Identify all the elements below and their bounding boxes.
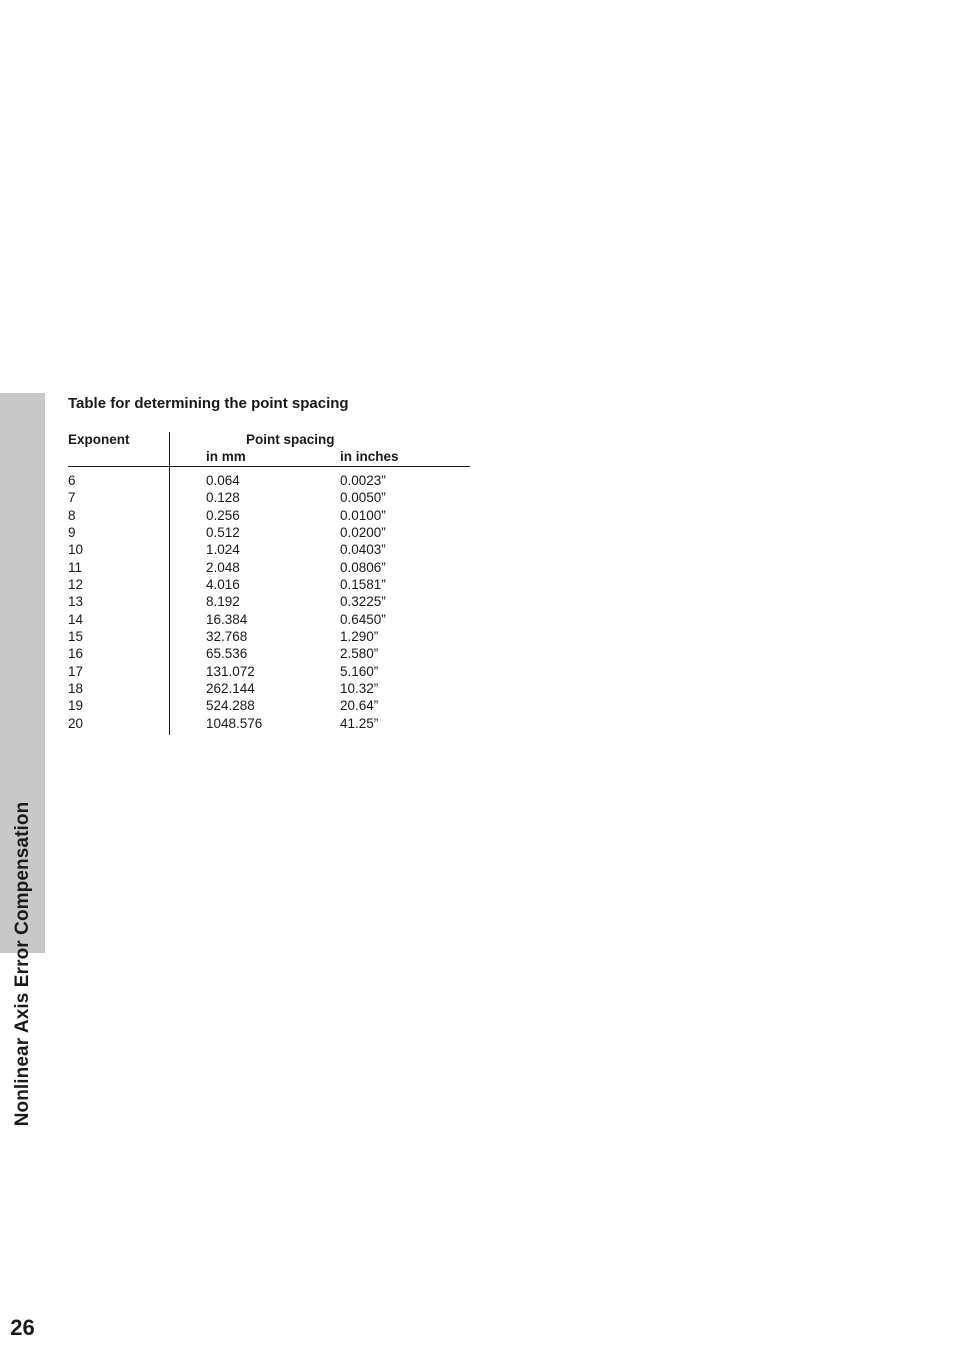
cell-mm: 0.512 [206,524,240,540]
cell-exponent: 6 [68,473,76,488]
table-row [68,489,470,506]
cell-inches: 0.0023” [340,473,386,488]
table-row [68,663,470,680]
cell-inches: 0.0050” [340,490,386,506]
table-row [68,507,470,524]
cell-mm: 131.072 [206,663,255,679]
table-row [68,593,470,610]
point-spacing-table [68,432,470,735]
table-row [68,611,470,628]
cell-exponent: 18 [68,680,84,696]
cell-inches: 0.0100” [340,507,386,523]
table-row [68,715,470,732]
cell-mm: 2.048 [206,559,240,575]
cell-inches: 20.64” [340,698,379,714]
cell-inches: 0.1581” [340,576,386,592]
cell-exponent: 16 [68,646,84,662]
cell-mm: 65.536 [206,646,248,662]
cell-inches: 0.0200” [340,524,386,540]
table-row [68,524,470,541]
cell-mm: 1.024 [206,542,240,558]
table-row [68,697,470,714]
cell-exponent: 17 [68,663,84,679]
header-point-spacing: Point spacing [246,432,335,447]
cell-exponent: 11 [68,559,83,575]
cell-inches: 10.32” [340,680,379,696]
cell-inches: 0.0403” [340,542,386,558]
header-in-inches: in inches [340,449,399,464]
cell-exponent: 14 [68,611,84,627]
cell-mm: 32.768 [206,628,248,644]
cell-exponent: 7 [68,490,76,506]
cell-exponent: 19 [68,698,84,714]
cell-mm: 0.128 [206,490,240,506]
cell-exponent: 15 [68,628,84,644]
cell-exponent: 8 [68,507,76,523]
cell-mm: 16.384 [206,611,248,627]
table-row [68,541,470,558]
cell-inches: 0.6450” [340,611,386,627]
table-row [68,628,470,645]
table-row [68,559,470,576]
cell-mm: 8.192 [206,594,240,610]
cell-mm: 4.016 [206,576,240,592]
cell-exponent: 12 [68,576,84,592]
table-row [68,576,470,593]
header-exponent: Exponent [68,432,130,447]
section-side-tab [0,393,45,1340]
cell-mm: 524.288 [206,698,255,714]
cell-exponent: 10 [68,542,84,558]
table-body [68,472,470,732]
cell-exponent: 13 [68,594,84,610]
page-number: 26 [10,1315,35,1340]
table-row [68,680,470,697]
cell-inches: 41.25” [340,715,379,731]
table-row [68,472,470,489]
cell-mm: 0.256 [206,507,240,523]
table-row [68,645,470,662]
section-title: Nonlinear Axis Error Compensation [12,801,33,1127]
cell-mm: 262.144 [206,680,255,696]
cell-mm: 0.064 [206,473,240,488]
cell-inches: 0.3225” [340,594,386,610]
cell-inches: 5.160” [340,663,379,679]
cell-mm: 1048.576 [206,715,263,731]
cell-inches: 1.290” [340,628,379,644]
cell-inches: 2.580” [340,646,379,662]
header-divider [68,466,470,467]
cell-inches: 0.0806” [340,559,386,575]
cell-exponent: 20 [68,715,84,731]
cell-exponent: 9 [68,524,76,540]
table-heading: Table for determining the point spacing [68,395,349,412]
header-in-mm: in mm [206,449,246,464]
